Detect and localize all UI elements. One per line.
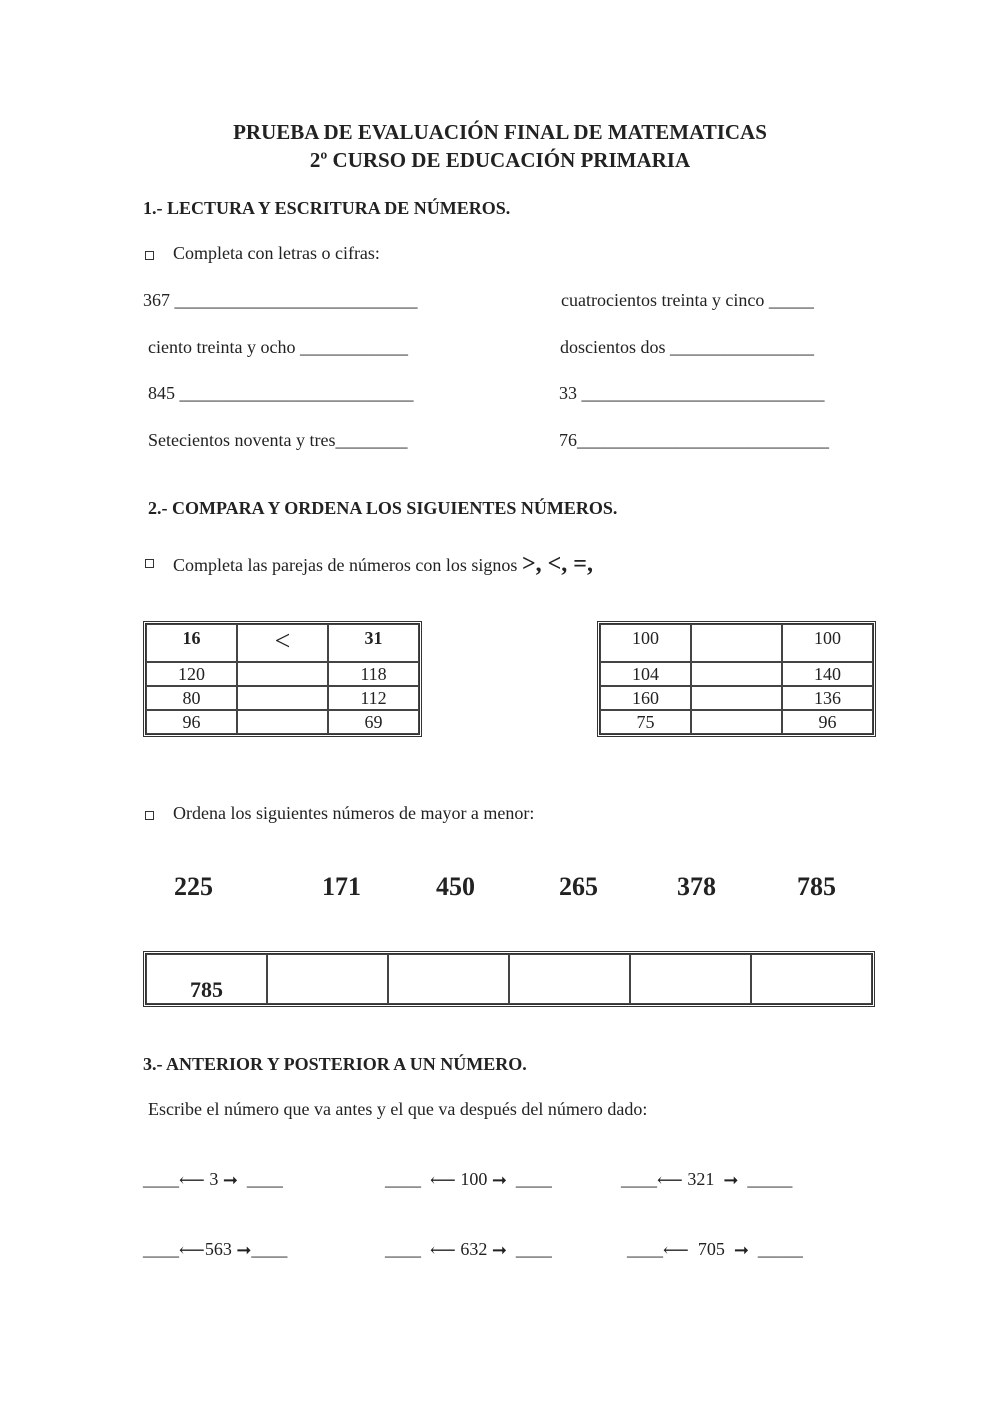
section2-heading: 2.- COMPARA Y ORDENA LOS SIGUIENTES NÚMEROS. xyxy=(148,498,618,518)
compare-cell: 112 xyxy=(328,686,419,710)
order-number: 171 xyxy=(322,872,361,901)
arrow-left-icon: ⟵ xyxy=(430,1240,456,1261)
compare-table-left xyxy=(143,621,422,737)
order-answer-cell[interactable] xyxy=(751,954,872,1004)
order-number: 785 xyxy=(797,872,836,901)
answer-blank[interactable]: _____ xyxy=(747,1169,793,1189)
order-number: 450 xyxy=(436,872,475,901)
write-item[interactable]: 33 ___________________________ xyxy=(559,383,825,403)
section2-instruction: Completa las parejas de números con los signos >, <, =, xyxy=(173,551,593,577)
before-after-item xyxy=(385,1169,552,1191)
write-item[interactable]: 76____________________________ xyxy=(559,430,829,450)
answer-blank[interactable]: ____ xyxy=(246,1169,283,1189)
compare-sign-cell[interactable] xyxy=(691,686,782,710)
arrow-right-icon: ➞ xyxy=(733,1240,749,1261)
before-after-item xyxy=(143,1239,287,1261)
order-answer-cell[interactable] xyxy=(509,954,630,1004)
arrow-right-icon: ➞ xyxy=(236,1240,252,1261)
before-after-item xyxy=(627,1239,803,1261)
write-item[interactable]: doscientos dos ________________ xyxy=(560,337,814,357)
compare-cell: 120 xyxy=(146,662,237,686)
answer-blank[interactable]: ____ xyxy=(143,1239,179,1259)
arrow-left-icon: ⟵ xyxy=(657,1170,683,1191)
answer-blank[interactable]: ____ xyxy=(385,1169,421,1189)
order-answer-cell[interactable] xyxy=(267,954,388,1004)
compare-cell: 31 xyxy=(328,624,419,662)
arrow-right-icon: ➞ xyxy=(491,1240,507,1261)
checkbox-bullet-icon xyxy=(145,559,154,568)
section1-heading: 1.- LECTURA Y ESCRITURA DE NÚMEROS. xyxy=(143,198,511,218)
before-after-item xyxy=(621,1169,792,1191)
compare-sign-cell[interactable]: < xyxy=(237,624,328,662)
before-after-item xyxy=(143,1169,283,1191)
answer-blank[interactable]: ____ xyxy=(143,1169,179,1189)
compare-sign-cell[interactable] xyxy=(237,686,328,710)
given-number: 563 xyxy=(204,1239,232,1259)
write-item[interactable]: 845 __________________________ xyxy=(148,383,414,403)
given-number: 100 xyxy=(460,1169,488,1189)
answer-blank[interactable]: ____ xyxy=(621,1169,657,1189)
compare-cell: 140 xyxy=(782,662,873,686)
arrow-left-icon: ⟵ xyxy=(663,1240,689,1261)
compare-sign-cell[interactable] xyxy=(237,710,328,734)
signs-label: >, <, =, xyxy=(521,551,593,577)
compare-cell: 96 xyxy=(146,710,237,734)
compare-cell: 69 xyxy=(328,710,419,734)
page-title: PRUEBA DE EVALUACIÓN FINAL DE MATEMATICAS xyxy=(233,120,767,144)
write-item[interactable]: 367 ___________________________ xyxy=(143,290,418,310)
answer-blank[interactable]: ____ xyxy=(515,1169,552,1189)
compare-cell: 16 xyxy=(146,624,237,662)
compare-cell: 160 xyxy=(600,686,691,710)
order-number: 378 xyxy=(677,872,716,901)
compare-cell: 100 xyxy=(600,624,691,662)
arrow-left-icon: ⟵ xyxy=(179,1170,205,1191)
answer-blank[interactable]: ____ xyxy=(627,1239,663,1259)
order-answer-cell[interactable]: 785 xyxy=(146,954,267,1004)
order-number: 225 xyxy=(174,872,213,901)
write-item[interactable]: Setecientos noventa y tres________ xyxy=(148,430,408,450)
compare-sign-cell[interactable] xyxy=(691,710,782,734)
before-after-item xyxy=(385,1239,552,1261)
arrow-left-icon: ⟵ xyxy=(430,1170,456,1191)
order-answer-table xyxy=(143,951,875,1007)
arrow-right-icon: ➞ xyxy=(222,1170,238,1191)
given-number: 705 xyxy=(697,1239,725,1259)
answer-blank[interactable]: ____ xyxy=(251,1239,288,1259)
answer-blank[interactable]: _____ xyxy=(757,1239,803,1259)
arrow-right-icon: ➞ xyxy=(723,1170,739,1191)
page-subtitle: 2º CURSO DE EDUCACIÓN PRIMARIA xyxy=(309,148,691,172)
answer-blank[interactable]: ____ xyxy=(515,1239,552,1259)
section3-instruction: Escribe el número que va antes y el que va después del número dado: xyxy=(148,1099,648,1119)
compare-sign-cell[interactable] xyxy=(691,662,782,686)
compare-table-right xyxy=(597,621,876,737)
compare-cell: 75 xyxy=(600,710,691,734)
arrow-right-icon: ➞ xyxy=(491,1170,507,1191)
compare-cell: 118 xyxy=(328,662,419,686)
write-item[interactable]: ciento treinta y ocho ____________ xyxy=(148,337,408,357)
compare-cell: 136 xyxy=(782,686,873,710)
compare-cell: 80 xyxy=(146,686,237,710)
section3-heading: 3.- ANTERIOR Y POSTERIOR A UN NÚMERO. xyxy=(143,1054,527,1074)
compare-cell: 96 xyxy=(782,710,873,734)
order-number: 265 xyxy=(559,872,598,901)
section1-instruction: Completa con letras o cifras: xyxy=(173,243,380,263)
given-number: 632 xyxy=(460,1239,488,1259)
order-answer-cell[interactable] xyxy=(388,954,509,1004)
order-answer-cell[interactable] xyxy=(630,954,751,1004)
given-number: 3 xyxy=(209,1169,219,1189)
compare-sign-cell[interactable] xyxy=(237,662,328,686)
compare-cell: 100 xyxy=(782,624,873,662)
order-instruction: Ordena los siguientes números de mayor a menor: xyxy=(173,803,535,823)
compare-cell: 104 xyxy=(600,662,691,686)
write-item[interactable]: cuatrocientos treinta y cinco _____ xyxy=(561,290,814,310)
arrow-left-icon: ⟵ xyxy=(179,1240,205,1261)
checkbox-bullet-icon xyxy=(145,811,154,820)
compare-sign-cell[interactable] xyxy=(691,624,782,662)
answer-blank[interactable]: ____ xyxy=(385,1239,421,1259)
given-number: 321 xyxy=(687,1169,715,1189)
checkbox-bullet-icon xyxy=(145,251,154,260)
